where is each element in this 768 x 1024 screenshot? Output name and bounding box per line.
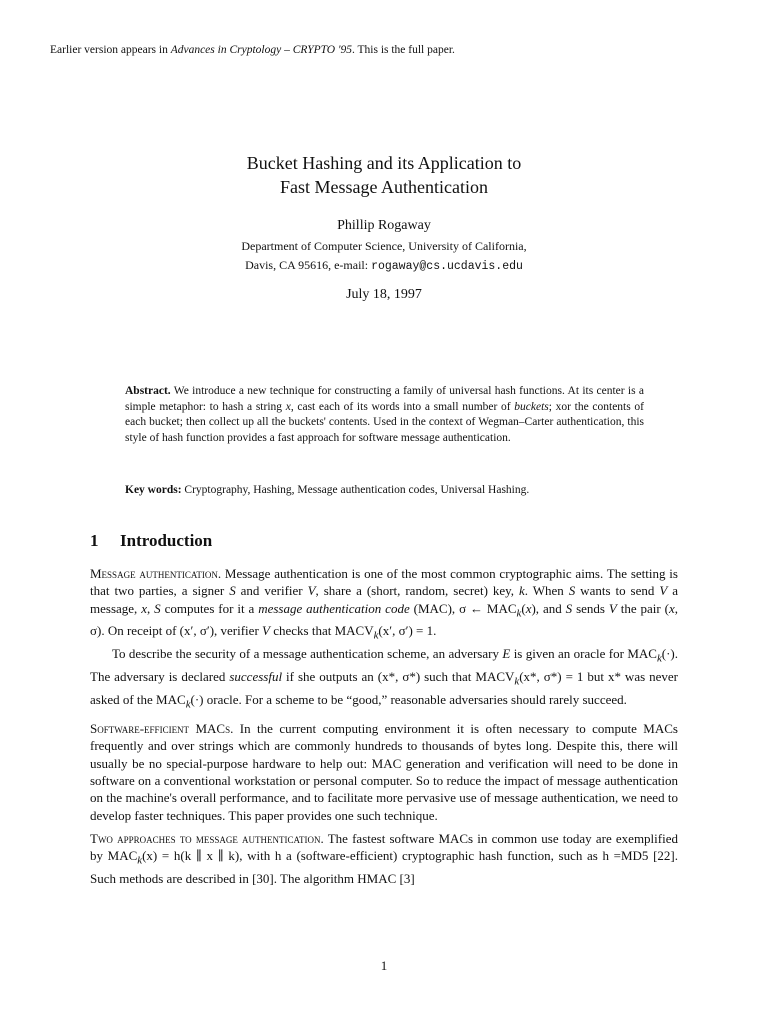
body-text [90, 565, 678, 887]
paragraph-heading: Two approaches to message authentication. [90, 830, 324, 846]
section-title: Introduction [120, 531, 213, 550]
paper-date: July 18, 1997 [346, 287, 422, 302]
keywords: Key words: Cryptography, Hashing, Message authentication codes, Universal Hashing. [125, 484, 530, 496]
paragraph: Two approaches to message authentication. The fastest software MACs in common use today are exemplified by $MAC_k(x) = h(k$ ∥ x ∥ k), with h a (software-efficient) cryptographic hash function, such as h =MD5 [22]. Such methods are described in [30]. The algorithm HMAC [3] [90, 830, 678, 887]
author-affiliation: Department of Computer Science, University of California, Davis, CA 95616, e-mail: rogaway@cs.ucdavis.edu [241, 239, 527, 273]
paragraph: Message authentication. Message authentication is one of the most common cryptographic aims. The setting is that two parties, a signer S and verifier V, share a (short, random, secret) key, k. When S wants to send V a message, x, S computes for it a message authentication code (MAC), σ ← $MAC_k(x)$, and S sends V the pair (x, σ). On receipt of (x′, σ′), verifier V checks that $MACV_k(x'$, σ′) = 1. [90, 566, 679, 643]
abstract: Abstract. We introduce a new technique for constructing a family of universal hash functions. At its center is a simple metaphor: to hash a string x, cast each of its words into a small number of buckets; xor the contents of each bucket; then collect up all the buckets' contents. Used in the context of Wegman–Carter authentication, this style of hash function provides a fast approach for software message authentication. [125, 385, 644, 444]
author-name: Phillip Rogaway [337, 218, 431, 233]
abstract-label: Abstract. [125, 385, 171, 397]
venue-name: Advances in Cryptology – CRYPTO '95 [170, 44, 352, 56]
paragraph: To describe the security of a message authentication scheme, an adversary E is given an oracle for $MAC_k(\cdot)$. The adversary is declared successful if she outputs an (x*, σ*) such that $MACV_k(x*$, σ*) = 1 but x* was never asked of the $MAC_k(\cdot)$ oracle. For a scheme to be “good,” reasonable adversaries should rarely succeed. [90, 646, 678, 711]
keywords-label: Key words: [125, 484, 182, 496]
paragraph-heading: Message authentication. [90, 566, 222, 581]
paper-title: Bucket Hashing and its Application to Fast Message Authentication [246, 153, 522, 197]
author-email: rogaway@cs.ucdavis.edu [371, 260, 523, 273]
page-number: 1 [380, 958, 388, 973]
section-number: 1 [90, 531, 99, 550]
mac-term: message authentication code [258, 600, 410, 616]
section-heading [90, 531, 212, 551]
paragraph-heading: Software-efficient MACs. [90, 721, 234, 737]
publication-note: Earlier version appears in Advances in Cryptology – CRYPTO '95. This is the full paper. [50, 44, 455, 56]
paragraph: Software-efficient MACs. In the current computing environment it is often necessary to compute MACs frequently and over strings which are commonly hundreds to thousands of bytes long. Despite this, there will usually be no special-purpose hardware to help out: MAC generation and verification will need to be done in software on a conventional workstation or personal computer. So to reduce the impact of message authentication on the machine's overall performance, and to facilitate more pervasive use of message authentication, we need to develop faster techniques. This paper provides one such technique. [90, 721, 678, 823]
